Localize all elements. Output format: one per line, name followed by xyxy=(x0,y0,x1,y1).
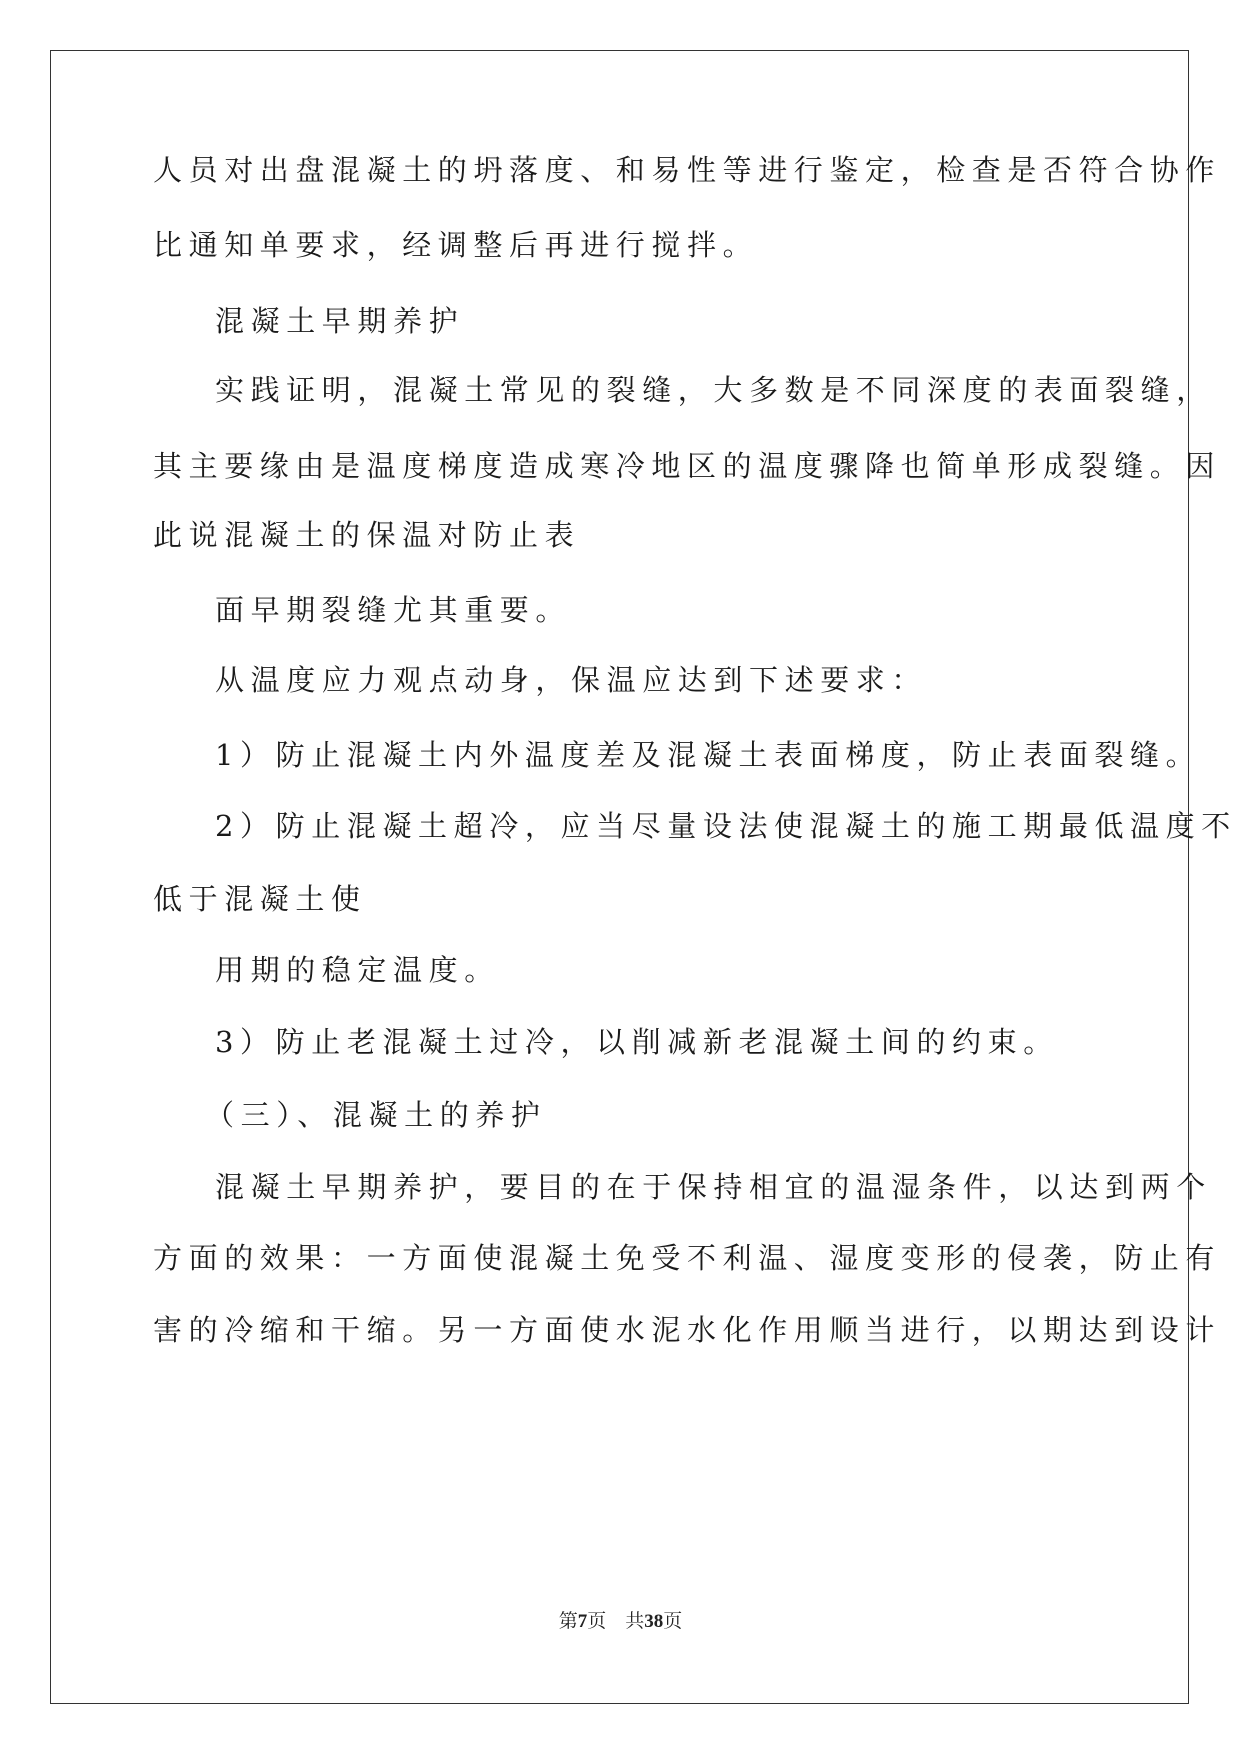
text-line: 低于混凝土使 xyxy=(153,882,367,916)
text-line: 从温度应力观点动身，保温应达到下述要求： xyxy=(215,663,928,697)
list-item: 3）防止老混凝土过冷，以削减新老混凝土间的约束。 xyxy=(215,1025,1059,1059)
page-label-prefix: 第 xyxy=(558,1611,578,1632)
list-item: 2）防止混凝土超冷，应当尽量设法使混凝土的施工期最低温度不 xyxy=(215,809,1237,843)
text-line: 人员对出盘混凝土的坍落度、和易性等进行鉴定，检查是否符合协作 xyxy=(153,153,1222,187)
text-line: 方面的效果：一方面使混凝土免受不利温、湿度变形的侵袭，防止有 xyxy=(153,1241,1222,1275)
text-line: 此说混凝土的保温对防止表 xyxy=(153,518,581,552)
text-line: 面早期裂缝尤其重要。 xyxy=(215,593,572,627)
text-line: 实践证明，混凝土常见的裂缝，大多数是不同深度的表面裂缝， xyxy=(215,373,1212,407)
text-line: 害的冷缩和干缩。另一方面使水泥水化作用顺当进行，以期达到设计 xyxy=(153,1313,1222,1347)
text-line: 用期的稳定温度。 xyxy=(215,953,500,987)
page-border xyxy=(50,50,1189,1704)
total-label-suffix: 页 xyxy=(663,1611,683,1632)
total-pages: 38 xyxy=(644,1611,664,1632)
text-line: 比通知单要求，经调整后再进行搅拌。 xyxy=(153,228,759,262)
page-number: 7 xyxy=(577,1611,588,1632)
text-line: 混凝土早期养护，要目的在于保持相宜的温湿条件，以达到两个 xyxy=(215,1170,1212,1204)
list-item: 1）防止混凝土内外温度差及混凝土表面梯度，防止表面裂缝。 xyxy=(215,738,1202,772)
total-label-prefix: 共 xyxy=(625,1611,645,1632)
section-heading: 混凝土早期养护 xyxy=(215,304,465,338)
page-footer xyxy=(0,1610,1241,1634)
text-line: 其主要缘由是温度梯度造成寒冷地区的温度骤降也简单形成裂缝。因 xyxy=(153,449,1222,483)
page-label-suffix: 页 xyxy=(587,1611,607,1632)
section-heading: （三）、混凝土的养护 xyxy=(205,1098,547,1132)
